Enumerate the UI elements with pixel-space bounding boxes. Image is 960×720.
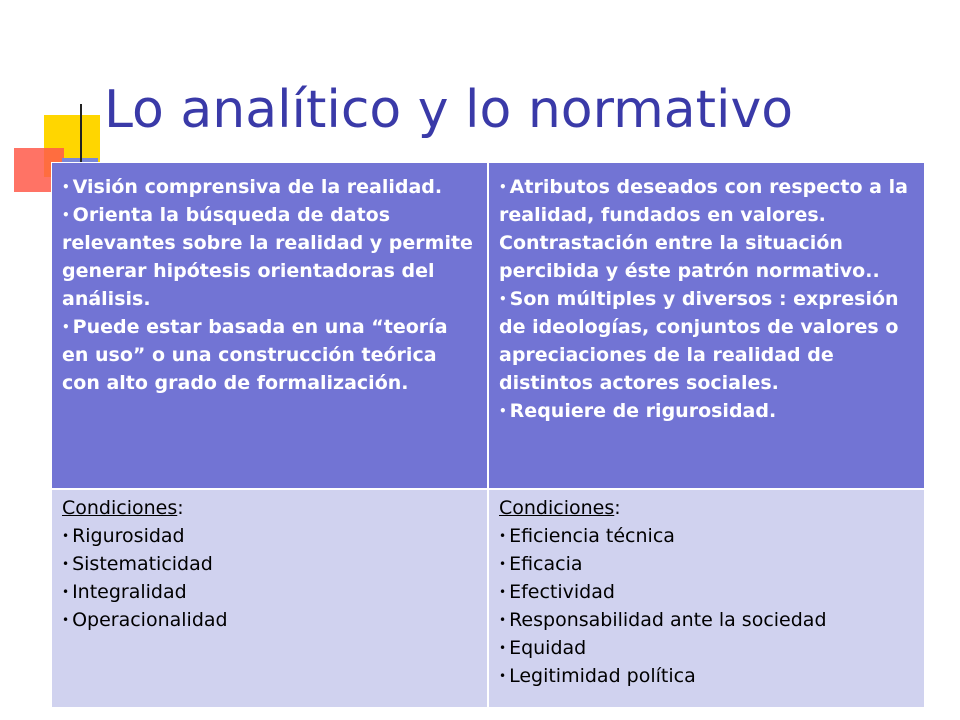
cell-analitico-description — [51, 162, 488, 489]
list-item: • Puede estar basada en una “teoría en uso” o una construcción teórica con alto grado de formalización. — [62, 316, 448, 394]
list-item: • Orienta la búsqueda de datos relevantes sobre la realidad y permite generar hipótesis orientadoras del análisis. — [62, 204, 473, 310]
list-item: • Equidad — [499, 637, 587, 659]
cell-analitico-conditions — [51, 489, 488, 708]
slide-title: Lo analítico y lo normativo — [104, 80, 794, 140]
list-item: • Requiere de rigurosidad. — [499, 400, 777, 422]
conditions-heading: Condiciones: — [499, 497, 621, 519]
list-item: • Atributos deseados con respecto a la realidad, fundados en valores. Contrastación entre la situación percibida y éste patrón normativo.. — [499, 176, 908, 282]
list-item: • Legitimidad política — [499, 665, 696, 687]
list-item: • Rigurosidad — [62, 525, 185, 547]
list-item: • Visión comprensiva de la realidad. — [62, 176, 443, 198]
list-item: • Operacionalidad — [62, 609, 228, 631]
comparison-table — [51, 162, 925, 708]
list-item: • Eficacia — [499, 553, 583, 575]
conditions-heading: Condiciones: — [62, 497, 184, 519]
cell-normativo-conditions — [488, 489, 925, 708]
list-item: • Son múltiples y diversos : expresión de ideologías, conjuntos de valores o apreciaciones de la realidad de distintos actores sociales. — [499, 288, 899, 394]
list-item: • Eficiencia técnica — [499, 525, 675, 547]
list-item: • Efectividad — [499, 581, 615, 603]
cell-normativo-description — [488, 162, 925, 489]
list-item: • Responsabilidad ante la sociedad — [499, 609, 827, 631]
list-item: • Sistematicidad — [62, 553, 213, 575]
list-item: • Integralidad — [62, 581, 187, 603]
